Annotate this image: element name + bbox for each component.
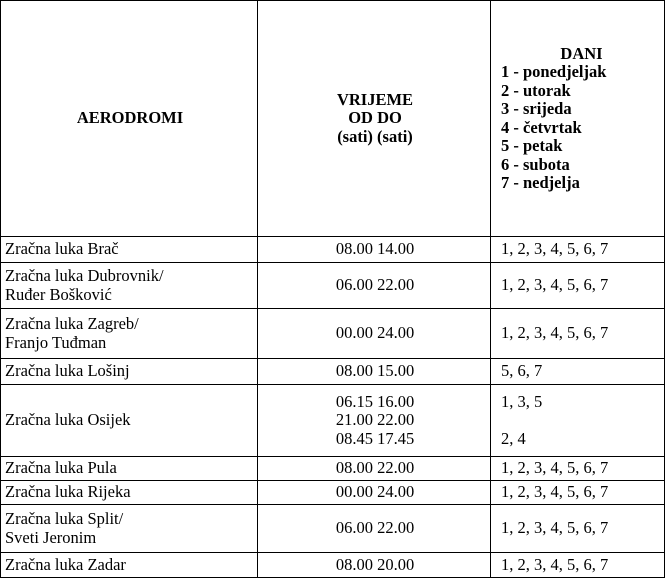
time-range: 00.00 24.00 (335, 323, 415, 343)
airport-cell (1, 263, 258, 309)
days-cell (491, 385, 665, 457)
days-value: 5, 6, 7 (501, 361, 543, 381)
time-range: 21.00 22.00 (335, 410, 415, 430)
days-value: 1, 2, 3, 4, 5, 6, 7 (501, 275, 609, 295)
days-legend-item: 2 - utorak (501, 80, 571, 100)
table-row (1, 309, 665, 359)
time-cell (258, 359, 491, 385)
days-value: 1, 2, 3, 4, 5, 6, 7 (501, 518, 609, 538)
time-cell (258, 481, 491, 505)
days-legend-item: 1 - ponedjeljak (501, 62, 607, 81)
header-time-line-2: OD DO (348, 108, 402, 128)
table-row (1, 481, 665, 505)
time-cell (258, 505, 491, 553)
airport-name-line-2: Franjo Tuđman (5, 332, 107, 352)
time-cell (258, 309, 491, 359)
time-range: 06.15 16.00 (335, 391, 415, 411)
days-value: 1, 2, 3, 4, 5, 6, 7 (501, 482, 609, 502)
table-row (1, 359, 665, 385)
time-cell (258, 457, 491, 481)
time-cell (258, 237, 491, 263)
days-cell (491, 481, 665, 505)
table-row (1, 263, 665, 309)
airport-name: Zračna luka Dubrovnik/ (5, 266, 164, 285)
airport-cell (1, 359, 258, 385)
time-range: 08.00 20.00 (335, 554, 415, 574)
days-legend-item: 7 - nedjelja (501, 173, 580, 192)
days-value: 1, 2, 3, 4, 5, 6, 7 (501, 458, 609, 478)
days-cell (491, 237, 665, 263)
days-value: 2, 4 (501, 428, 526, 448)
table-row (1, 385, 665, 457)
time-cell (258, 385, 491, 457)
airport-name: Zračna luka Lošinj (5, 361, 130, 381)
days-cell (491, 505, 665, 553)
airport-name: Zračna luka Split/ (5, 509, 124, 528)
days-value: 1, 3, 5 (501, 391, 543, 411)
days-value: 1, 2, 3, 4, 5, 6, 7 (501, 239, 609, 259)
days-legend-item: 6 - subota (501, 154, 570, 174)
table-row (1, 237, 665, 263)
days-cell (491, 309, 665, 359)
header-time (258, 1, 491, 237)
time-cell (258, 553, 491, 578)
airport-name: Zračna luka Zadar (5, 554, 126, 574)
days-value: 1, 2, 3, 4, 5, 6, 7 (501, 554, 609, 574)
airport-name: Zračna luka Pula (5, 458, 117, 478)
days-legend-item: 3 - srijeda (501, 99, 572, 118)
airport-name-line-2: Ruđer Bošković (5, 284, 112, 304)
days-blank-line (501, 411, 662, 430)
days-cell (491, 553, 665, 578)
time-range: 06.00 22.00 (335, 275, 415, 295)
table-row (1, 457, 665, 481)
time-range: 08.45 17.45 (335, 428, 415, 448)
days-cell (491, 263, 665, 309)
time-range: 08.00 15.00 (335, 361, 415, 381)
days-value: 1, 2, 3, 4, 5, 6, 7 (501, 323, 609, 343)
time-range: 00.00 24.00 (335, 482, 415, 502)
days-legend-item: 5 - petak (501, 136, 563, 155)
header-airports: AERODROMI (1, 1, 258, 237)
airport-cell (1, 457, 258, 481)
header-time-line-3: (sati) (sati) (337, 126, 413, 146)
airport-cell (1, 481, 258, 505)
airport-cell (1, 553, 258, 578)
airport-cell (1, 385, 258, 457)
header-time-line-1: VRIJEME (336, 89, 414, 109)
time-range: 08.00 22.00 (335, 458, 415, 478)
airport-name: Zračna luka Brač (5, 239, 119, 259)
days-cell (491, 457, 665, 481)
airport-cell (1, 237, 258, 263)
table-header-row (1, 1, 665, 237)
airport-name-line-2: Sveti Jeronim (5, 527, 97, 547)
airport-cell (1, 309, 258, 359)
airport-name: Zračna luka Zagreb/ (5, 314, 139, 333)
header-days (491, 1, 665, 237)
airport-name: Zračna luka Rijeka (5, 482, 131, 502)
table-row (1, 553, 665, 578)
table-row (1, 505, 665, 553)
time-range: 08.00 14.00 (335, 239, 415, 259)
airport-cell (1, 505, 258, 553)
days-legend-item: 4 - četvrtak (501, 117, 582, 137)
airport-name: Zračna luka Osijek (5, 410, 131, 430)
header-days-title: DANI (560, 43, 603, 63)
time-cell (258, 263, 491, 309)
time-range: 06.00 22.00 (335, 518, 415, 538)
days-cell (491, 359, 665, 385)
